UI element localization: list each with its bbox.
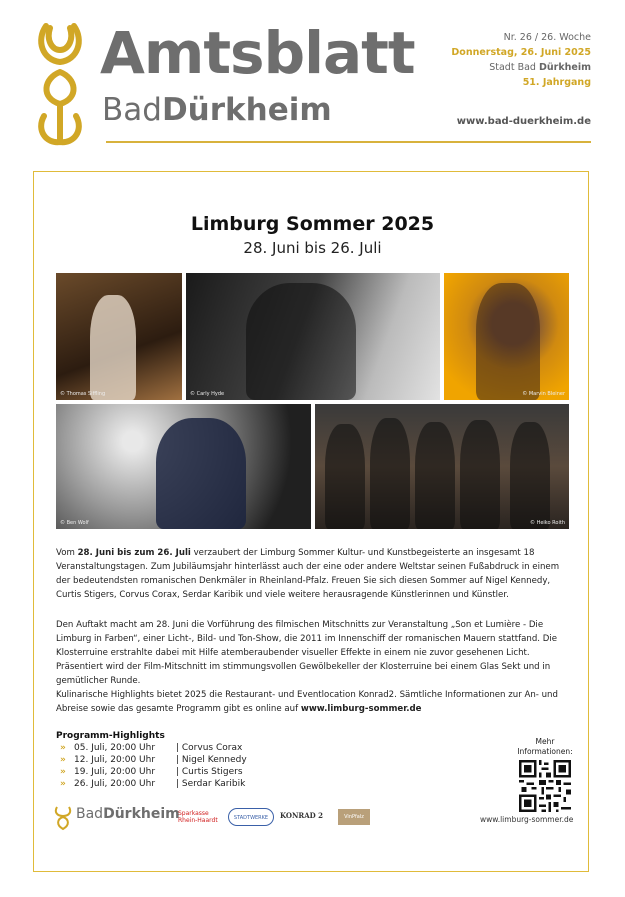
bad-duerkheim-emblem bbox=[36, 20, 84, 148]
qr-url[interactable]: www.limburg-sommer.de bbox=[480, 815, 574, 824]
program-heading: Programm-Highlights bbox=[56, 731, 165, 741]
photo-band-group bbox=[315, 404, 569, 529]
header-divider bbox=[106, 141, 591, 143]
issue-meta bbox=[451, 30, 591, 90]
issue-number: Nr. 26 / 26. Woche bbox=[503, 32, 591, 43]
list-item: » 26. Juli, 20:00 Uhr | Serdar Karibik bbox=[60, 779, 246, 789]
issue-year: 51. Jahrgang bbox=[522, 77, 591, 88]
event-title: Limburg Sommer 2025 bbox=[190, 213, 435, 235]
chevron-right-icon: » bbox=[60, 767, 66, 777]
event-link[interactable]: www.limburg-sommer.de bbox=[300, 704, 422, 714]
issue-city: Stadt Bad Dürkheim bbox=[489, 62, 591, 73]
photo-violinist bbox=[186, 273, 440, 400]
list-item: » 12. Juli, 20:00 Uhr | Nigel Kennedy bbox=[60, 755, 247, 765]
photo-singer-portrait bbox=[444, 273, 569, 400]
list-item: » 05. Juli, 20:00 Uhr | Corvus Corax bbox=[60, 743, 243, 753]
photo-credit: © Carly Hyde bbox=[190, 391, 225, 397]
photo-credit: © Heiko Roith bbox=[529, 520, 565, 526]
body-paragraph-2: Den Auftakt macht am 28. Juni die Vorführung des filmischen Mitschnitts zur Veranstaltung „Son et Lumière - Die Limburg in Farben“, einer Licht-, Bild- und Ton-Show, die 2011 im Innenschiff der romanischen Mauern stattfand. Die Klosterruine erstrahlte dabei mit Hilfe atemberaubender visueller Effekte in einem nie zuvor gesehenen Licht. Präsentiert wird der Film-Mitschnitt im stimmungsvollen Gewölbekeller der Klosterruine bei einem Glas Sekt und in gemütlicher Runde. bbox=[56, 620, 558, 686]
vinpfalz-logo: VinPfalz bbox=[338, 809, 370, 825]
body-paragraph-1: Vom 28. Juni bis zum 26. Juli verzaubert der Limburg Sommer Kultur- und Kunstbegeisterte an insgesamt 18 Veranstaltungstagen. Zum Jubiläumsjahr hinterlässt auch der eine oder andere Weltstar seinen Fußabdruck in einem der bedeutendsten romanischen Denkmäler in Rheinland-Pfalz. Freuen Sie sich diesen Sommer auf Nigel Kennedy, Curtis Stigers, Corvus Corax, Serdar Karibik und viele weitere herausragende Künstlerinnen und Künstler. bbox=[56, 548, 560, 600]
chevron-right-icon: » bbox=[60, 743, 66, 753]
footer-bad-duerkheim-logo: BadDürkheim bbox=[76, 806, 180, 822]
masthead-title: Amtsblatt bbox=[100, 19, 415, 87]
list-item: » 19. Juli, 20:00 Uhr | Curtis Stigers bbox=[60, 767, 243, 777]
program-list bbox=[60, 742, 247, 790]
event-dates: 28. Juni bis 26. Juli bbox=[243, 239, 382, 257]
body-paragraph-3: Kulinarische Highlights bietet 2025 die Restaurant- und Eventlocation Konrad2. Sämtliche Informationen zur An- und Abreise sowie das gesamte Programm gibt es online auf www.limburg-sommer.de bbox=[56, 690, 558, 714]
qr-label: Mehr Informationen: bbox=[517, 737, 573, 756]
footer-emblem bbox=[54, 805, 72, 831]
chevron-right-icon: » bbox=[60, 779, 66, 789]
photo-credit: © Thomas Siffling bbox=[60, 391, 106, 397]
sparkasse-logo: Sparkasse Rhein-Haardt bbox=[178, 810, 218, 824]
photo-man-portrait bbox=[56, 404, 311, 529]
photo-trumpet-player bbox=[56, 273, 182, 400]
photo-credit: © Marvin Bleiner bbox=[522, 391, 565, 397]
header-url[interactable]: www.bad-duerkheim.de bbox=[456, 116, 591, 127]
masthead-subtitle: BadDürkheim bbox=[102, 92, 332, 128]
konrad2-logo: KONRAD 2 bbox=[280, 811, 324, 820]
stadtwerke-logo: STADTWERKE bbox=[228, 808, 274, 826]
qr-code-icon[interactable] bbox=[519, 760, 571, 812]
issue-date: Donnerstag, 26. Juni 2025 bbox=[451, 47, 591, 58]
photo-credit: © Ben Wolf bbox=[60, 520, 89, 526]
chevron-right-icon: » bbox=[60, 755, 66, 765]
